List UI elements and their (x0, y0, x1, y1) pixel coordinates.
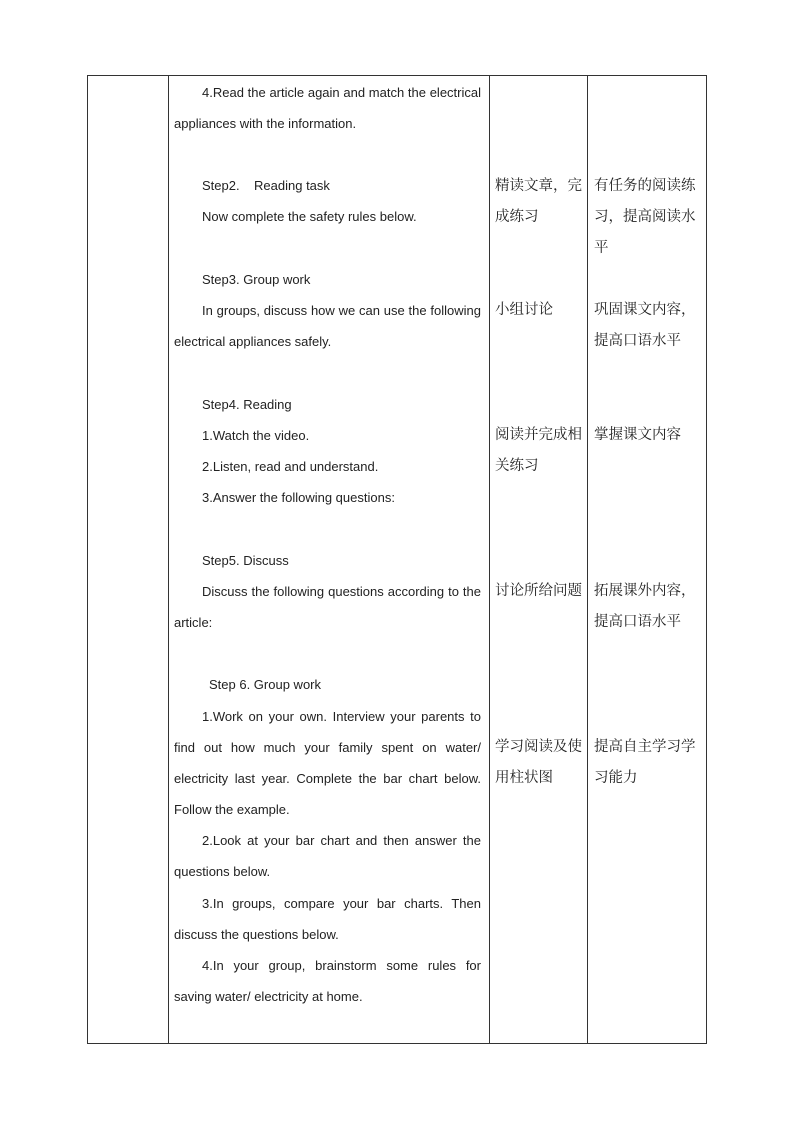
procedure-line: 2.Listen, read and understand. (202, 459, 379, 474)
step6-heading: Step 6. Group work (209, 677, 321, 692)
purpose-text: 习能力 (594, 770, 638, 786)
purpose-text: 掌握课文内容 (594, 427, 681, 443)
column-divider (587, 76, 588, 1043)
activity-text: 学习阅读及使 (495, 739, 582, 755)
procedure-line: appliances with the information. (174, 116, 357, 131)
activity-text: 小组讨论 (495, 302, 553, 318)
procedure-line: 1.Work on your own. Interview your parents to (202, 709, 481, 724)
procedure-line: 4.In your group, brainstorm some rules for (202, 958, 481, 973)
purpose-text: 提高口语水平 (594, 333, 681, 349)
procedure-line: saving water/ electricity at home. (174, 989, 363, 1004)
step5-heading: Step5. Discuss (202, 553, 289, 568)
activity-text: 关练习 (495, 458, 539, 474)
purpose-text: 提高口语水平 (594, 614, 681, 630)
step2-heading: Step2. Reading task (202, 178, 330, 193)
step3-heading: Step3. Group work (202, 272, 311, 287)
purpose-text: 习，提高阅读水 (594, 209, 696, 225)
step4-heading: Step4. Reading (202, 397, 292, 412)
activity-text: 阅读并完成相 (495, 427, 582, 443)
purpose-text: 巩固课文内容， (594, 302, 696, 318)
procedure-line: Discuss the following questions according to the (202, 584, 481, 599)
procedure-line: electricity last year. Complete the bar chart below. (174, 771, 481, 786)
procedure-line: 4.Read the article again and match the electrical (202, 85, 481, 100)
activity-text: 成练习 (495, 209, 539, 225)
purpose-text: 有任务的阅读练 (594, 178, 696, 194)
activity-text: 精读文章，完 (495, 178, 582, 194)
procedure-line: questions below. (174, 864, 271, 879)
procedure-line: find out how much your family spent on water/ (174, 740, 481, 755)
procedure-line: electrical appliances safely. (174, 334, 332, 349)
procedure-line: discuss the questions below. (174, 927, 339, 942)
column-divider (168, 76, 169, 1043)
procedure-line: article: (174, 615, 213, 630)
procedure-line: 3.In groups, compare your bar charts. Then (202, 896, 481, 911)
activity-text: 用柱状图 (495, 770, 553, 786)
procedure-line: Now complete the safety rules below. (202, 209, 417, 224)
purpose-text: 提高自主学习学 (594, 739, 696, 755)
procedure-line: 3.Answer the following questions: (202, 490, 395, 505)
purpose-text: 平 (594, 240, 609, 256)
procedure-line: In groups, discuss how we can use the following (202, 303, 481, 318)
procedure-line: 1.Watch the video. (202, 428, 310, 443)
activity-text: 讨论所给问题 (495, 583, 582, 599)
procedure-line: Follow the example. (174, 802, 290, 817)
purpose-text: 拓展课外内容， (594, 583, 696, 599)
procedure-line: 2.Look at your bar chart and then answer the (202, 833, 481, 848)
column-divider (489, 76, 490, 1043)
